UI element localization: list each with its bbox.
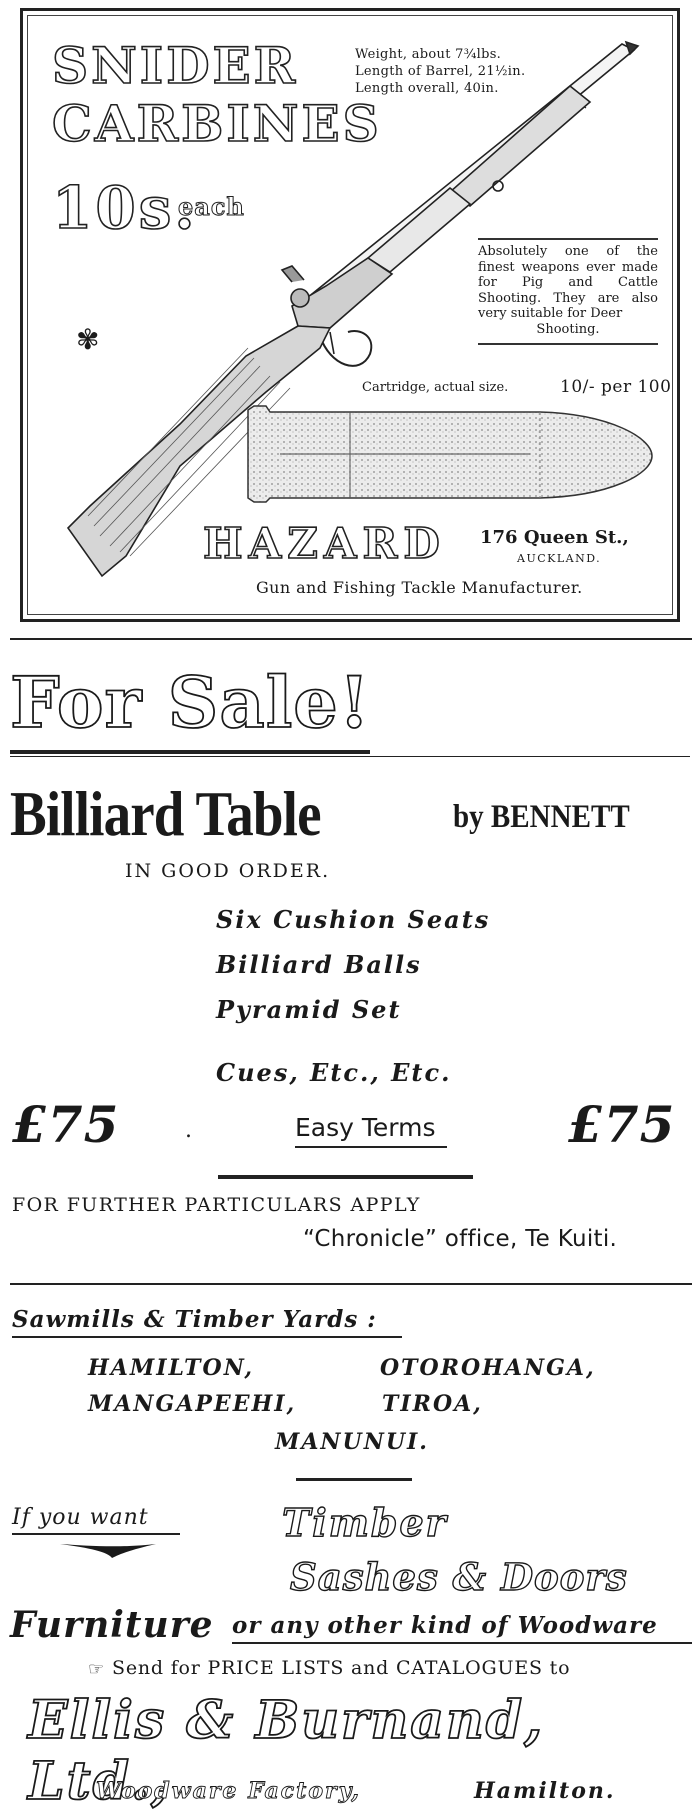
send-for-text: Send for PRICE LISTS and CATALOGUES to <box>112 1657 571 1679</box>
cartridge-label: Cartridge, actual size. <box>362 380 509 395</box>
price-left: £75 <box>12 1095 120 1154</box>
if-you-want: If you want <box>12 1505 149 1530</box>
maker-name: HAZARD <box>203 519 446 568</box>
spec-barrel: Length of Barrel, 21½in. <box>355 64 526 79</box>
price-right: £75 <box>568 1095 676 1154</box>
item-title: Billiard Table <box>10 778 321 849</box>
town-item: MANGAPEEHI, <box>88 1391 297 1417</box>
pointing-hand-icon: ☞ <box>88 1659 105 1680</box>
feature-item: Pyramid Set <box>216 995 402 1024</box>
contact-office: “Chronicle” office, Te Kuiti. <box>303 1226 618 1252</box>
swash-ornament-icon <box>60 1540 160 1558</box>
product-timber: Timber <box>282 1500 448 1545</box>
maker-address-city: AUCKLAND. <box>517 552 602 565</box>
feature-item: Billiard Balls <box>216 950 422 979</box>
product-furniture: Furniture <box>10 1604 214 1646</box>
feature-item: Six Cushion Seats <box>216 905 491 934</box>
maker-tagline: Gun and Fishing Tackle Manufacturer. <box>256 578 583 597</box>
product-sashes-doors: Sashes & Doors <box>290 1555 628 1599</box>
for-sale-headline: For Sale! <box>10 661 371 744</box>
section-divider <box>10 638 692 640</box>
sawmills-heading: Sawmills & Timber Yards : <box>12 1306 377 1333</box>
terms-underline <box>295 1146 447 1148</box>
spec-overall: Length overall, 40in. <box>355 81 499 96</box>
factory-label: Woodware Factory, <box>96 1778 361 1804</box>
carbine-description <box>478 238 658 345</box>
feature-item: Cues, Etc., Etc. <box>216 1058 452 1087</box>
item-condition: IN GOOD ORDER. <box>125 860 331 882</box>
rosette-icon: ✾ <box>76 323 100 356</box>
easy-terms: Easy Terms <box>295 1113 436 1142</box>
carbine-description-text: Absolutely one of the finest weapons ever made for Pig and Cattle Shooting. They are also very suitable for Deer <box>478 244 658 321</box>
price-separator: . <box>185 1118 192 1143</box>
woodware-underline <box>232 1642 692 1644</box>
item-maker: by BENNETT <box>453 799 630 835</box>
town-item: TIROA, <box>382 1391 483 1417</box>
if-you-want-underline <box>12 1533 180 1535</box>
town-item: OTOROHANGA, <box>380 1355 596 1381</box>
cartridge-illustration <box>240 404 660 504</box>
ad-title-line2: CARBINES <box>52 94 382 153</box>
ad-title-line1: SNIDER <box>52 36 299 95</box>
town-item: MANUNUI. <box>275 1429 429 1455</box>
towns-divider <box>296 1478 412 1481</box>
price-divider <box>218 1175 473 1179</box>
carbine-price: 10s. <box>52 174 198 242</box>
carbine-description-last: Shooting. <box>536 321 600 337</box>
maker-address-street: 176 Queen St., <box>480 527 629 548</box>
cartridge-price: 10/- per 100 <box>560 377 672 397</box>
company-name: Ellis & Burnand, Ltd., <box>28 1690 545 1812</box>
contact-intro: FOR FURTHER PARTICULARS APPLY <box>12 1194 421 1216</box>
section-divider <box>10 1283 692 1285</box>
sawmills-underline <box>12 1336 402 1338</box>
headline-underline-thin <box>10 756 690 757</box>
product-other-woodware: or any other kind of Woodware <box>232 1612 658 1639</box>
town-item: HAMILTON, <box>88 1355 255 1381</box>
spec-weight: Weight, about 7¾lbs. <box>355 47 502 62</box>
carbine-price-unit: each <box>178 192 245 221</box>
headline-underline <box>10 750 370 754</box>
factory-city: Hamilton. <box>474 1778 616 1804</box>
